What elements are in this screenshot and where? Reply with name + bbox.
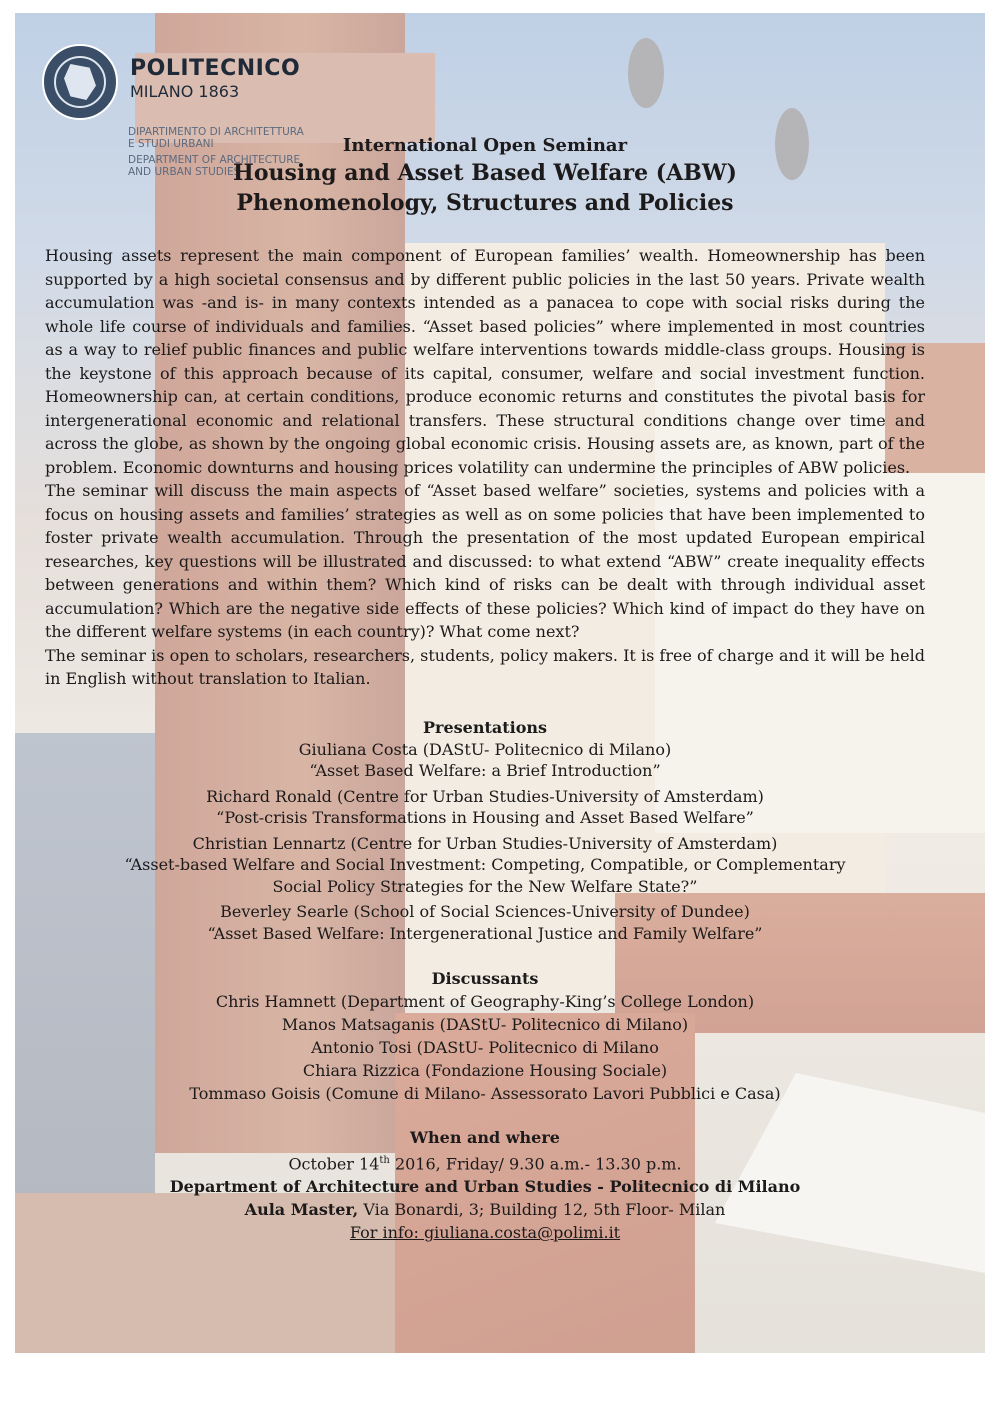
seminar-subtitle: Phenomenology, Structures and Policies	[236, 190, 734, 216]
description-paragraph: The seminar is open to scholars, researchers, students, policy makers. It is free of charge and it will be held in English without translation to Italian.	[45, 645, 925, 688]
discussant: Chiara Rizzica (Fondazione Housing Sociale)	[302, 1061, 668, 1080]
seal-icon	[42, 44, 118, 120]
department-line: AND URBAN STUDIES	[128, 166, 241, 178]
discussants-heading: Discussants	[431, 969, 539, 988]
seminar-header	[45, 134, 925, 218]
talk-title: “Asset Based Welfare: a Brief Introduction”	[309, 761, 661, 780]
department-line: DIPARTIMENTO DI ARCHITETTURA	[128, 126, 304, 138]
when-where-heading: When and where	[410, 1128, 560, 1147]
speaker: Giuliana Costa (DAStU- Politecnico di Milano)	[298, 739, 672, 759]
discussant: Manos Matsaganis (DAStU- Politecnico di Milano)	[281, 1015, 689, 1034]
speaker: Beverley Searle (School of Social Sciences-University of Dundee)	[220, 902, 750, 921]
seminar-kind: International Open Seminar	[342, 135, 628, 156]
discussant: Tommaso Goisis (Comune di Milano- Assessorato Lavori Pubblici e Casa)	[189, 1084, 781, 1103]
room-name: Aula Master,	[244, 1200, 359, 1220]
discussant: Antonio Tosi (DAStU- Politecnico di Milano	[311, 1038, 659, 1057]
description-paragraph: Housing assets represent the main component of European families’ wealth. Homeownership has been supported by a high societal consensus and by different public policies in the last 50 years. Private wealth accumulation was -and is- in many contexts intended as a panacea to cope with social risks during the whole life course of individuals and families. “Asset based policies” where implemented in most countries as a way to relief public finances and public welfare interventions towards middle-class groups. Housing is the keystone of this approach because of its capital, consumer, welfare and social investment function. Homeownership can, at certain conditions, produce economic returns and constitutes the pivotal basis for intergenerational economic and relational transfers. These structural conditions change over time and across the globe, as shown by the ongoing global economic crisis. Housing assets are, as known, part of the problem. Economic downturns and housing prices volatility can undermine the principles of ABW policies.	[45, 246, 925, 477]
logo-subname: MILANO 1863	[130, 82, 240, 101]
event-venue: Department of Architecture and Urban Studies - Politecnico di Milano	[169, 1177, 801, 1197]
department-line: E STUDI URBANI	[128, 138, 214, 150]
logo-name: POLITECNICO	[130, 56, 301, 81]
talk-title: “Asset-based Welfare and Social Investment: Competing, Compatible, or Complementary	[124, 855, 846, 874]
date-rest: 2016, Friday/ 9.30 a.m.- 13.30 p.m.	[389, 1154, 682, 1174]
seminar-content	[45, 134, 925, 1244]
when-where-section	[45, 1127, 925, 1244]
presentation-item	[45, 786, 925, 829]
talk-title: Social Policy Strategies for the New Welfare State?”	[272, 876, 698, 896]
presentation-item	[45, 901, 925, 944]
event-date	[45, 1149, 925, 1175]
presentations-heading: Presentations	[423, 717, 547, 737]
speaker: Richard Ronald (Centre for Urban Studies-University of Amsterdam)	[206, 786, 764, 806]
address-text: Via Bonardi, 3; Building 12, 5th Floor- Milan	[358, 1200, 726, 1220]
presentation-item	[45, 739, 925, 782]
discussant: Chris Hamnett (Department of Geography-King’s College London)	[215, 992, 755, 1011]
description-paragraph: The seminar will discuss the main aspects of “Asset based welfare” societies, systems and policies with a focus on housing assets and families’ strategies as well as on some policies that have been implemented to foster private wealth accumulation. Through the presentation of the most updated European empirical researches, key questions will be illustrated and discussed: to what extend “ABW” create inequality effects between generations and within them? Which kind of risks can be dealt with through individual asset accumulation? Which are the negative side effects of these policies? Which kind of impact do they have on the different welfare systems (in each country)? What come next?	[45, 481, 925, 641]
speaker: Christian Lennartz (Centre for Urban Studies-University of Amsterdam)	[192, 833, 778, 853]
discussants-section	[45, 968, 925, 1105]
contact-info[interactable]: For info: giuliana.costa@polimi.it	[349, 1223, 621, 1243]
event-address	[45, 1198, 925, 1221]
presentation-item	[45, 833, 925, 898]
seminar-description	[45, 244, 925, 691]
seminar-title: Housing and Asset Based Welfare (ABW)	[233, 160, 737, 186]
presentations-section	[45, 717, 925, 945]
date-day: October 14	[288, 1154, 380, 1174]
date-ordinal: th	[379, 1155, 390, 1166]
talk-title: “Asset Based Welfare: Intergenerational Justice and Family Welfare”	[207, 923, 763, 943]
talk-title: “Post-crisis Transformations in Housing and Asset Based Welfare”	[216, 808, 754, 827]
department-line: DEPARTMENT OF ARCHITECTURE	[128, 154, 301, 166]
